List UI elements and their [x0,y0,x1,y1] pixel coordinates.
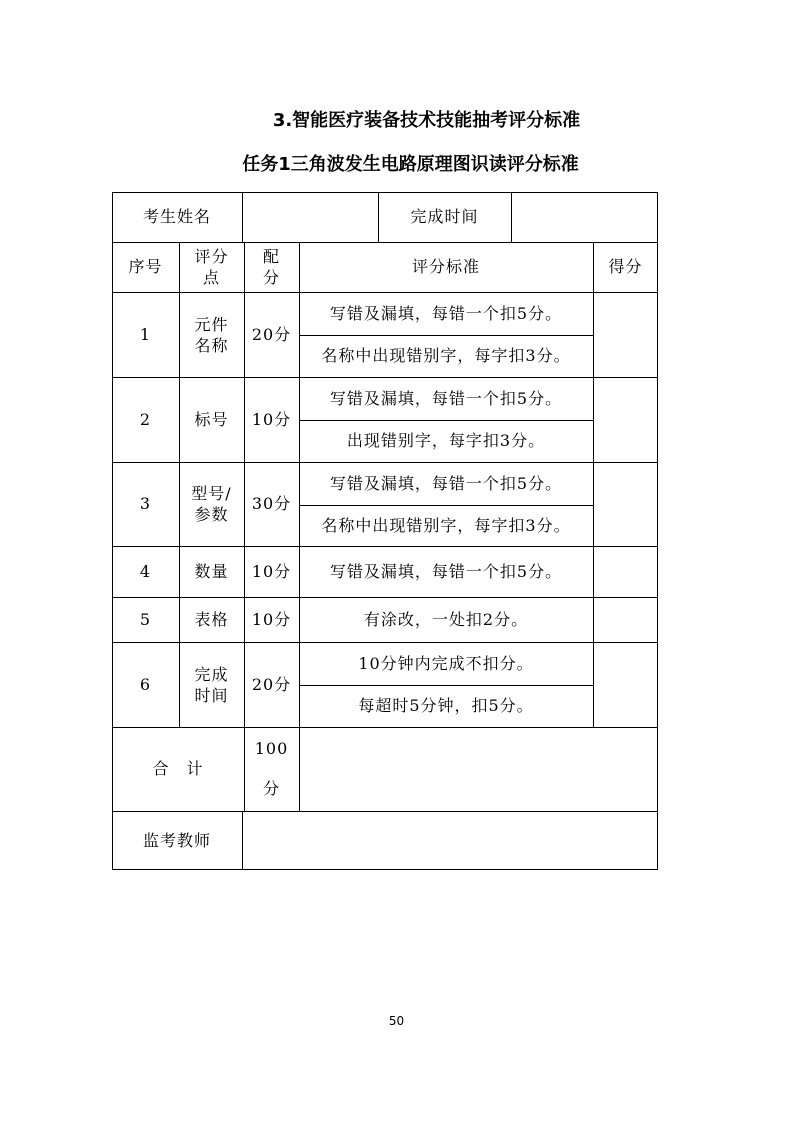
row-3-criteria-2: 名称中出现错别字，每字扣3分。 [321,515,571,535]
document-heading: 3.智能医疗装备技术技能抽考评分标准 [272,110,581,131]
header-score-line1: 配 [262,247,280,266]
header-earned: 得分 [608,257,643,276]
candidate-name-label: 考生姓名 [142,207,211,226]
row-3-score: 30分 [251,494,292,513]
row-6-point-line1: 完成 [194,664,229,684]
row-1-criteria-1: 写错及漏填，每错一个扣5分。 [329,303,563,323]
row-1-index: 1 [139,324,152,344]
row-6-index: 6 [139,674,152,694]
row-3-point [179,462,244,546]
row-1-point-line1: 元件 [194,314,229,334]
row-2-index: 2 [139,409,152,429]
row-1-point-line2: 名称 [194,335,229,355]
candidate-name-value [242,192,378,242]
header-index: 序号 [128,257,163,276]
row-5-criteria-1: 有涂改，一处扣2分。 [363,609,529,629]
total-score [244,727,299,811]
row-3-index: 3 [139,494,152,513]
header-point-line1: 评分 [194,247,229,266]
row-3-criteria-1: 写错及漏填，每错一个扣5分。 [329,473,563,493]
row-2-criteria-2: 出现错别字，每字扣3分。 [346,431,546,450]
col-divider [593,242,594,727]
row-3-point-line1: 型号/ [191,484,232,503]
header-criteria: 评分标准 [411,257,480,276]
row-1-score: 20分 [251,324,292,344]
total-score-line2: 分 [262,779,280,798]
row-3-point-line2: 参数 [194,505,229,524]
header-point [179,242,244,292]
row-4-point: 数量 [194,561,229,581]
total-earned [299,727,658,811]
header-point-line2: 点 [202,268,220,287]
row-6-point [179,642,244,727]
teacher-label: 监考教师 [142,830,211,850]
header-score [244,242,299,292]
row-1-point [179,292,244,377]
header-score-line2: 分 [262,268,280,287]
teacher-value [242,811,658,870]
row-6-score: 20分 [251,674,292,694]
row-1-criteria-2: 名称中出现错别字，每字扣3分。 [321,346,571,365]
finish-time-label: 完成时间 [410,207,479,226]
row-5-index: 5 [139,609,152,629]
page-number: 50 [388,1014,405,1028]
finish-time-value [511,192,658,242]
row-2-criteria-1: 写错及漏填，每错一个扣5分。 [329,388,563,408]
row-4-index: 4 [139,561,152,581]
row-5-score: 10分 [251,609,292,629]
row-4-score: 10分 [251,561,292,581]
row-5-point: 表格 [194,609,229,629]
row-6-criteria-1: 10分钟内完成不扣分。 [358,653,534,673]
document-subheading: 任务1三角波发生电路原理图识读评分标准 [242,154,579,175]
row-6-point-line2: 时间 [194,685,229,705]
total-score-line1: 100 [254,739,289,758]
total-label: 合 计 [152,759,204,778]
row-2-point: 标号 [194,409,229,429]
row-2-score: 10分 [251,409,292,429]
row-4-criteria-1: 写错及漏填，每错一个扣5分。 [329,561,563,581]
row-6-criteria-2: 每超时5分钟，扣5分。 [358,696,534,715]
